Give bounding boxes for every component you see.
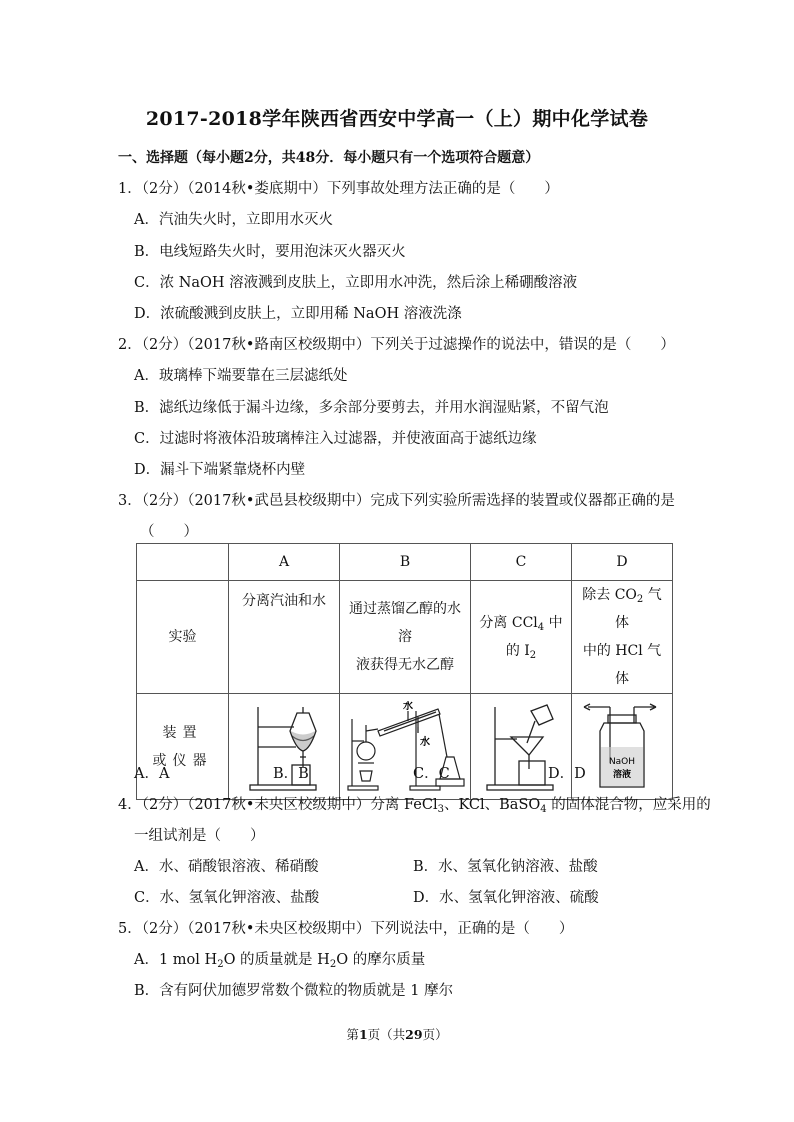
apparatus-b-cell <box>340 694 471 800</box>
gas-washing-bottle-diagram <box>582 701 662 793</box>
experiment-c-line2: 的 $I_2$ <box>505 643 537 661</box>
water-outlet-label: 水 <box>420 736 430 748</box>
row-label-apparatus-line1: 装置 <box>162 724 203 741</box>
question-3-stem-bracket: （ ） <box>140 524 198 540</box>
question-4-option-a: A．水、硝酸银溶液、稀硝酸 <box>134 859 319 875</box>
experiment-b-line2: 液获得无水乙醇 <box>356 657 454 673</box>
experiment-c-line1: 分离 CCl$_4$ 中 <box>479 615 563 633</box>
question-3-option-d: D．D <box>548 766 586 782</box>
question-4-stem-line2: 一组试剂是（ ） <box>134 828 265 844</box>
page-footer: 第1页（共29页） <box>346 1027 448 1042</box>
page-title: 2017-2018学年陕西省西安中学高一（上）期中化学试卷 <box>145 108 649 130</box>
table-header-a: A <box>229 544 340 581</box>
question-4-option-c: C．水、氢氧化钾溶液、盐酸 <box>134 890 320 906</box>
question-1-option-b: B．电线短路失火时，要用泡沫灭火器灭火 <box>134 244 406 260</box>
table-header-c: C <box>471 544 572 581</box>
section-heading: 一、选择题（每小题2分，共48分．每小题只有一个选项符合题意） <box>118 150 540 166</box>
question-2-option-b: B．滤纸边缘低于漏斗边缘，多余部分要剪去，并用水润湿贴紧，不留气泡 <box>134 400 609 416</box>
experiment-d-line2: 中的 HCl 气体 <box>582 643 662 687</box>
experiment-table <box>136 543 673 800</box>
question-2-option-d: D．漏斗下端紧靠烧杯内壁 <box>134 462 306 478</box>
table-corner-cell <box>137 544 229 581</box>
question-5-option-b: B．含有阿伏加德罗常数个微粒的物质就是 1 摩尔 <box>134 983 454 999</box>
table-header-d: D <box>572 544 673 581</box>
table-apparatus-row <box>137 694 673 800</box>
row-label-experiment: 实验 <box>137 581 229 694</box>
question-1-option-c: C．浓 NaOH 溶液溅到皮肤上，立即用水冲洗，然后涂上稀硼酸溶液 <box>134 275 578 291</box>
experiment-d <box>572 581 673 694</box>
question-3-option-a: A．A <box>134 766 170 782</box>
experiment-d-line1: 除去 $CO_2$ 气体 <box>582 587 662 631</box>
question-3-stem: 3．（2分）（2017秋•武邑县校级期中）完成下列实验所需选择的装置或仪器都正确的是 <box>118 493 675 509</box>
question-4-option-b: B．水、氢氧化钠溶液、盐酸 <box>413 859 598 875</box>
naoh-label: NaOH <box>608 756 636 767</box>
row-label-apparatus-line2: 或仪器 <box>152 752 213 769</box>
naoh-solution-label: 溶液 <box>612 769 632 780</box>
experiment-c <box>471 581 572 694</box>
page-number: 1 <box>358 1027 368 1042</box>
experiment-a: 分离汽油和水 <box>229 581 340 694</box>
table-header-row <box>137 544 673 581</box>
apparatus-a-cell <box>229 694 340 800</box>
row-label-apparatus <box>137 694 229 800</box>
question-5-option-a: A．1 mol $H_2O$ 的质量就是 $H_2O$ 的摩尔质量 <box>134 952 426 970</box>
apparatus-d-cell <box>572 694 673 800</box>
table-experiment-row <box>137 581 673 694</box>
apparatus-c-cell <box>471 694 572 800</box>
experiment-b-line1: 通过蒸馏乙醇的水溶 <box>349 601 461 645</box>
question-1-stem: 1．（2分）（2014秋•娄底期中）下列事故处理方法正确的是（ ） <box>118 181 559 197</box>
question-1-option-a: A．汽油失火时，立即用水灭火 <box>134 212 333 228</box>
question-2-option-c: C．过滤时将液体沿玻璃棒注入过滤器，并使液面高于滤纸边缘 <box>134 431 537 447</box>
question-1-option-d: D．浓硫酸溅到皮肤上，立即用稀 NaOH 溶液洗涤 <box>134 306 462 322</box>
table-header-b: B <box>340 544 471 581</box>
question-2-option-a: A．玻璃棒下端要靠在三层滤纸处 <box>134 368 348 384</box>
question-3-option-c: C．C <box>413 766 450 782</box>
question-2-stem: 2．（2分）（2017秋•路南区校级期中）下列关于过滤操作的说法中，错误的是（ ） <box>118 337 675 353</box>
water-inlet-label: 水 <box>403 700 413 712</box>
question-4-option-d: D．水、氢氧化钾溶液、硫酸 <box>413 890 599 906</box>
question-5-stem: 5．（2分）（2017秋•未央区校级期中）下列说法中，正确的是（ ） <box>118 921 574 937</box>
question-3-option-b: B．B <box>273 766 309 782</box>
question-4-stem: 4．（2分）（2017秋•未央区校级期中）分离 FeCl$_3$、KCl、BaSO$_4$ 的固体混合物，应采用的 <box>118 797 711 815</box>
experiment-b <box>340 581 471 694</box>
total-pages: 29 <box>405 1027 423 1042</box>
